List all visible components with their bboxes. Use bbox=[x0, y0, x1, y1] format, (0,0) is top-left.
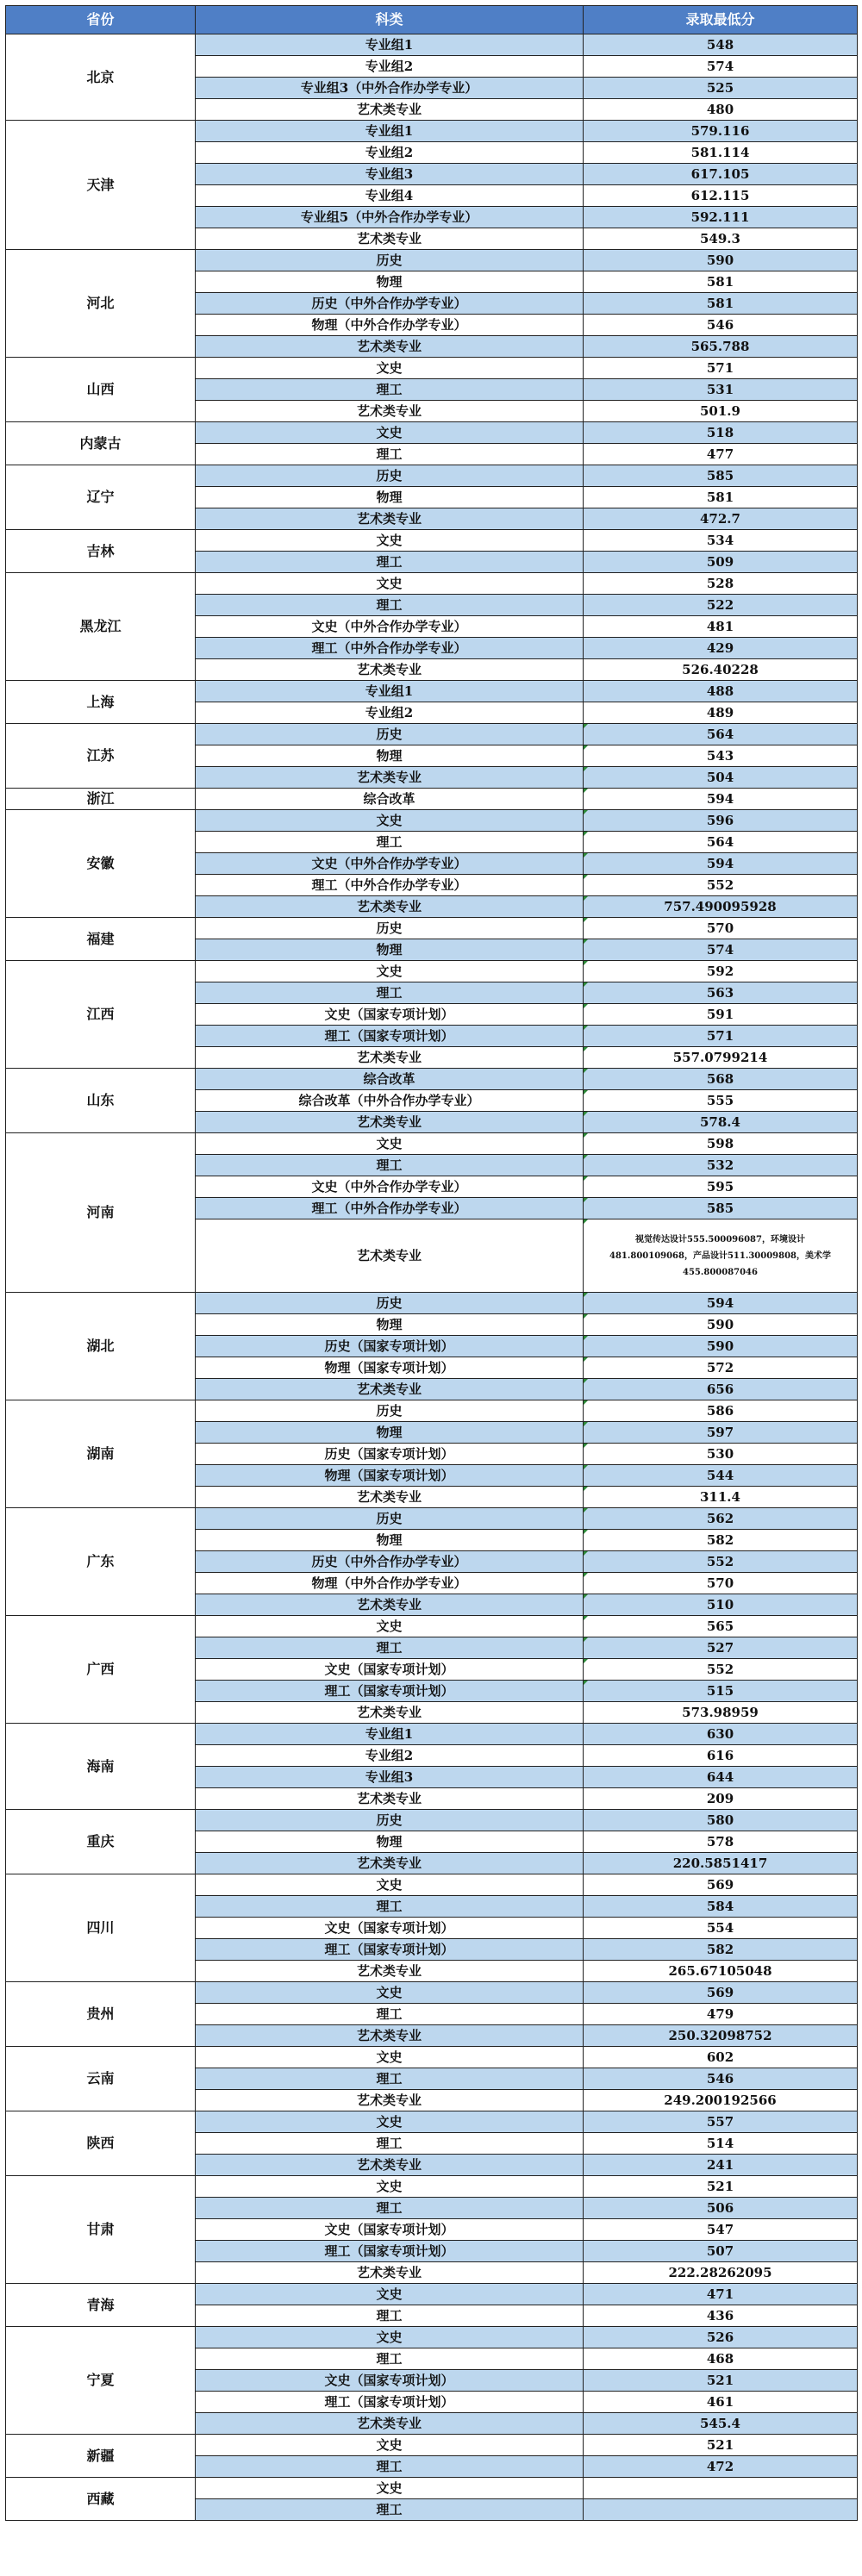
category-cell: 综合改革（中外合作办学专业） bbox=[196, 1090, 584, 1112]
table-row bbox=[6, 681, 858, 702]
table-row bbox=[6, 573, 858, 595]
category-cell: 艺术类专业 bbox=[196, 2262, 584, 2284]
category-cell: 理工 bbox=[196, 982, 584, 1004]
table-row bbox=[6, 1982, 858, 2004]
category-cell: 文史 bbox=[196, 2435, 584, 2456]
min-score-cell: 488 bbox=[584, 681, 858, 702]
table-row bbox=[6, 2478, 858, 2499]
category-cell: 艺术类专业 bbox=[196, 2155, 584, 2176]
province-cell: 海南 bbox=[6, 1724, 196, 1810]
province-cell: 上海 bbox=[6, 681, 196, 724]
category-cell: 历史（中外合作办学专业） bbox=[196, 293, 584, 315]
table-row bbox=[6, 961, 858, 982]
category-cell: 文史（国家专项计划） bbox=[196, 1004, 584, 1026]
category-cell: 专业组4 bbox=[196, 185, 584, 207]
min-score-cell: 757.490095928 bbox=[584, 896, 858, 918]
min-score-cell: 580 bbox=[584, 1810, 858, 1831]
min-score-cell: 532 bbox=[584, 1155, 858, 1176]
table-row bbox=[6, 1810, 858, 1831]
category-cell: 文史（中外合作办学专业） bbox=[196, 853, 584, 875]
category-cell: 艺术类专业 bbox=[196, 1853, 584, 1874]
category-header: 科类 bbox=[196, 6, 584, 34]
min-score-cell: 569 bbox=[584, 1982, 858, 2004]
province-cell: 西藏 bbox=[6, 2478, 196, 2521]
min-score-header: 录取最低分 bbox=[584, 6, 858, 34]
min-score-cell: 543 bbox=[584, 745, 858, 767]
province-cell: 新疆 bbox=[6, 2435, 196, 2478]
min-score-cell: 249.200192566 bbox=[584, 2090, 858, 2111]
category-cell: 艺术类专业 bbox=[196, 1047, 584, 1069]
min-score-cell: 570 bbox=[584, 918, 858, 939]
min-score-cell: 569 bbox=[584, 1874, 858, 1896]
min-score-cell: 596 bbox=[584, 810, 858, 832]
category-cell: 物理 bbox=[196, 1530, 584, 1551]
min-score-cell: 598 bbox=[584, 1133, 858, 1155]
min-score-cell: 594 bbox=[584, 853, 858, 875]
category-cell: 物理（中外合作办学专业） bbox=[196, 315, 584, 336]
min-score-cell: 504 bbox=[584, 767, 858, 789]
min-score-cell: 563 bbox=[584, 982, 858, 1004]
min-score-cell: 510 bbox=[584, 1594, 858, 1616]
min-score-cell: 311.4 bbox=[584, 1487, 858, 1508]
min-score-cell: 573.98959 bbox=[584, 1702, 858, 1724]
table-row bbox=[6, 724, 858, 745]
province-cell: 宁夏 bbox=[6, 2327, 196, 2435]
min-score-cell: 531 bbox=[584, 379, 858, 401]
province-cell: 吉林 bbox=[6, 530, 196, 573]
category-cell: 艺术类专业 bbox=[196, 2090, 584, 2111]
province-cell: 福建 bbox=[6, 918, 196, 961]
category-cell: 历史（国家专项计划） bbox=[196, 1444, 584, 1465]
category-cell: 历史 bbox=[196, 1400, 584, 1422]
category-cell: 文史 bbox=[196, 530, 584, 552]
min-score-cell: 526.40228 bbox=[584, 659, 858, 681]
min-score-cell: 590 bbox=[584, 1336, 858, 1357]
category-cell: 文史（国家专项计划） bbox=[196, 2219, 584, 2241]
category-cell: 物理 bbox=[196, 271, 584, 293]
min-score-cell: 572 bbox=[584, 1357, 858, 1379]
min-score-cell: 612.115 bbox=[584, 185, 858, 207]
province-cell: 广西 bbox=[6, 1616, 196, 1724]
table-row bbox=[6, 1508, 858, 1530]
category-cell: 理工 bbox=[196, 2348, 584, 2370]
category-cell: 文史 bbox=[196, 358, 584, 379]
category-cell: 艺术类专业 bbox=[196, 508, 584, 530]
category-cell: 专业组2 bbox=[196, 1745, 584, 1767]
category-cell: 艺术类专业 bbox=[196, 1702, 584, 1724]
min-score-cell: 视觉传达设计555.500096087，环境设计481.800109068，产品设计511.30009808，美术学455.800087046 bbox=[584, 1219, 858, 1293]
category-cell: 专业组1 bbox=[196, 34, 584, 56]
province-cell: 湖北 bbox=[6, 1293, 196, 1400]
province-cell: 浙江 bbox=[6, 789, 196, 810]
table-row bbox=[6, 1133, 858, 1155]
min-score-cell: 546 bbox=[584, 315, 858, 336]
min-score-cell: 571 bbox=[584, 358, 858, 379]
province-cell: 青海 bbox=[6, 2284, 196, 2327]
table-row bbox=[6, 422, 858, 444]
category-cell: 物理 bbox=[196, 487, 584, 508]
min-score-cell: 554 bbox=[584, 1918, 858, 1939]
category-cell: 历史 bbox=[196, 1810, 584, 1831]
category-cell: 历史 bbox=[196, 250, 584, 271]
category-cell: 专业组3（中外合作办学专业） bbox=[196, 78, 584, 99]
min-score-cell: 515 bbox=[584, 1681, 858, 1702]
category-cell: 历史 bbox=[196, 465, 584, 487]
category-cell: 理工（国家专项计划） bbox=[196, 1681, 584, 1702]
category-cell: 文史 bbox=[196, 573, 584, 595]
category-cell: 文史（中外合作办学专业） bbox=[196, 616, 584, 638]
table-row bbox=[6, 2435, 858, 2456]
category-cell: 理工（国家专项计划） bbox=[196, 2392, 584, 2413]
category-cell: 艺术类专业 bbox=[196, 2025, 584, 2047]
min-score-cell: 594 bbox=[584, 789, 858, 810]
category-cell: 理工 bbox=[196, 595, 584, 616]
min-score-cell: 472 bbox=[584, 2456, 858, 2478]
category-cell: 理工（中外合作办学专业） bbox=[196, 638, 584, 659]
min-score-cell: 489 bbox=[584, 702, 858, 724]
min-score-cell: 547 bbox=[584, 2219, 858, 2241]
min-score-cell: 220.5851417 bbox=[584, 1853, 858, 1874]
category-cell: 专业组1 bbox=[196, 1724, 584, 1745]
category-cell: 物理 bbox=[196, 745, 584, 767]
category-cell: 物理 bbox=[196, 1422, 584, 1444]
category-cell: 艺术类专业 bbox=[196, 1112, 584, 1133]
category-cell: 综合改革 bbox=[196, 789, 584, 810]
min-score-cell: 602 bbox=[584, 2047, 858, 2068]
min-score-cell: 527 bbox=[584, 1637, 858, 1659]
category-cell: 专业组2 bbox=[196, 142, 584, 164]
min-score-cell: 565 bbox=[584, 1616, 858, 1637]
category-cell: 文史（国家专项计划） bbox=[196, 1918, 584, 1939]
category-cell: 专业组3 bbox=[196, 164, 584, 185]
min-score-cell: 592.111 bbox=[584, 207, 858, 228]
province-cell: 内蒙古 bbox=[6, 422, 196, 465]
min-score-cell: 552 bbox=[584, 1551, 858, 1573]
min-score-cell: 471 bbox=[584, 2284, 858, 2305]
category-cell: 理工 bbox=[196, 2499, 584, 2521]
category-cell: 艺术类专业 bbox=[196, 659, 584, 681]
table-row bbox=[6, 789, 858, 810]
min-score-cell: 525 bbox=[584, 78, 858, 99]
table-row bbox=[6, 1724, 858, 1745]
province-cell: 河北 bbox=[6, 250, 196, 358]
category-cell: 物理 bbox=[196, 939, 584, 961]
category-cell: 文史 bbox=[196, 422, 584, 444]
min-score-cell: 581 bbox=[584, 293, 858, 315]
min-score-cell: 265.67105048 bbox=[584, 1961, 858, 1982]
min-score-cell: 584 bbox=[584, 1896, 858, 1918]
category-cell: 专业组2 bbox=[196, 702, 584, 724]
category-cell: 艺术类专业 bbox=[196, 1788, 584, 1810]
min-score-cell: 590 bbox=[584, 1314, 858, 1336]
category-cell: 理工（国家专项计划） bbox=[196, 2241, 584, 2262]
min-score-cell: 570 bbox=[584, 1573, 858, 1594]
table-row bbox=[6, 1616, 858, 1637]
min-score-cell: 565.788 bbox=[584, 336, 858, 358]
category-cell: 理工 bbox=[196, 1637, 584, 1659]
min-score-cell: 461 bbox=[584, 2392, 858, 2413]
category-cell: 物理（国家专项计划） bbox=[196, 1465, 584, 1487]
category-cell: 艺术类专业 bbox=[196, 336, 584, 358]
min-score-cell: 581 bbox=[584, 487, 858, 508]
category-cell: 物理（国家专项计划） bbox=[196, 1357, 584, 1379]
province-cell: 北京 bbox=[6, 34, 196, 121]
min-score-cell: 521 bbox=[584, 2435, 858, 2456]
admission-score-table bbox=[5, 5, 858, 2521]
table-row bbox=[6, 34, 858, 56]
min-score-cell: 544 bbox=[584, 1465, 858, 1487]
category-cell: 艺术类专业 bbox=[196, 99, 584, 121]
min-score-cell: 557 bbox=[584, 2111, 858, 2133]
category-cell: 物理（中外合作办学专业） bbox=[196, 1573, 584, 1594]
category-cell: 文史 bbox=[196, 1133, 584, 1155]
category-cell: 理工 bbox=[196, 2456, 584, 2478]
min-score-cell: 472.7 bbox=[584, 508, 858, 530]
min-score-cell: 507 bbox=[584, 2241, 858, 2262]
category-cell: 文史 bbox=[196, 961, 584, 982]
min-score-cell: 591 bbox=[584, 1004, 858, 1026]
category-cell: 历史 bbox=[196, 1508, 584, 1530]
province-cell: 黑龙江 bbox=[6, 573, 196, 681]
min-score-cell: 579.116 bbox=[584, 121, 858, 142]
min-score-cell: 521 bbox=[584, 2176, 858, 2198]
category-cell: 专业组1 bbox=[196, 121, 584, 142]
category-cell: 理工（中外合作办学专业） bbox=[196, 1198, 584, 1219]
min-score-cell: 429 bbox=[584, 638, 858, 659]
table-row bbox=[6, 2284, 858, 2305]
min-score-cell: 222.28262095 bbox=[584, 2262, 858, 2284]
min-score-cell: 546 bbox=[584, 2068, 858, 2090]
min-score-cell: 644 bbox=[584, 1767, 858, 1788]
min-score-cell: 549.3 bbox=[584, 228, 858, 250]
province-cell: 陕西 bbox=[6, 2111, 196, 2176]
min-score-cell: 564 bbox=[584, 832, 858, 853]
category-cell: 理工 bbox=[196, 832, 584, 853]
category-cell: 理工 bbox=[196, 2133, 584, 2155]
min-score-cell: 578.4 bbox=[584, 1112, 858, 1133]
min-score-cell: 514 bbox=[584, 2133, 858, 2155]
category-cell: 理工 bbox=[196, 552, 584, 573]
table-row bbox=[6, 1874, 858, 1896]
min-score-cell: 582 bbox=[584, 1530, 858, 1551]
category-cell: 文史（国家专项计划） bbox=[196, 2370, 584, 2392]
table-row bbox=[6, 918, 858, 939]
category-cell: 文史 bbox=[196, 1874, 584, 1896]
min-score-cell: 585 bbox=[584, 465, 858, 487]
min-score-cell: 586 bbox=[584, 1400, 858, 1422]
min-score-cell: 616 bbox=[584, 1745, 858, 1767]
min-score-cell: 479 bbox=[584, 2004, 858, 2025]
table-row bbox=[6, 1400, 858, 1422]
category-cell: 历史（国家专项计划） bbox=[196, 1336, 584, 1357]
table-row bbox=[6, 2176, 858, 2198]
min-score-cell: 250.32098752 bbox=[584, 2025, 858, 2047]
province-cell: 贵州 bbox=[6, 1982, 196, 2047]
category-cell: 理工 bbox=[196, 1155, 584, 1176]
province-cell: 甘肃 bbox=[6, 2176, 196, 2284]
category-cell: 艺术类专业 bbox=[196, 1961, 584, 1982]
category-cell: 艺术类专业 bbox=[196, 896, 584, 918]
min-score-cell: 521 bbox=[584, 2370, 858, 2392]
min-score-cell: 597 bbox=[584, 1422, 858, 1444]
category-cell: 艺术类专业 bbox=[196, 1379, 584, 1400]
min-score-cell: 574 bbox=[584, 939, 858, 961]
min-score-cell: 509 bbox=[584, 552, 858, 573]
min-score-cell: 526 bbox=[584, 2327, 858, 2348]
category-cell: 理工 bbox=[196, 2305, 584, 2327]
category-cell: 物理 bbox=[196, 1831, 584, 1853]
min-score-cell: 656 bbox=[584, 1379, 858, 1400]
min-score-cell: 501.9 bbox=[584, 401, 858, 422]
min-score-cell: 552 bbox=[584, 1659, 858, 1681]
province-cell: 河南 bbox=[6, 1133, 196, 1293]
category-cell: 历史（中外合作办学专业） bbox=[196, 1551, 584, 1573]
province-cell: 四川 bbox=[6, 1874, 196, 1982]
min-score-cell: 518 bbox=[584, 422, 858, 444]
province-cell: 云南 bbox=[6, 2047, 196, 2111]
table-row bbox=[6, 250, 858, 271]
table-row bbox=[6, 530, 858, 552]
category-cell: 专业组1 bbox=[196, 681, 584, 702]
category-cell: 综合改革 bbox=[196, 1069, 584, 1090]
table-body bbox=[6, 34, 858, 2521]
category-cell: 文史 bbox=[196, 2327, 584, 2348]
min-score-cell: 477 bbox=[584, 444, 858, 465]
min-score-cell: 506 bbox=[584, 2198, 858, 2219]
province-cell: 辽宁 bbox=[6, 465, 196, 530]
min-score-cell: 557.0799214 bbox=[584, 1047, 858, 1069]
table-row bbox=[6, 358, 858, 379]
table-row bbox=[6, 2327, 858, 2348]
category-cell: 专业组3 bbox=[196, 1767, 584, 1788]
min-score-cell: 582 bbox=[584, 1939, 858, 1961]
category-cell: 艺术类专业 bbox=[196, 1487, 584, 1508]
province-cell: 重庆 bbox=[6, 1810, 196, 1874]
min-score-cell: 555 bbox=[584, 1090, 858, 1112]
category-cell: 物理 bbox=[196, 1314, 584, 1336]
min-score-cell bbox=[584, 2499, 858, 2521]
category-cell: 理工 bbox=[196, 2068, 584, 2090]
min-score-cell: 595 bbox=[584, 1176, 858, 1198]
category-cell: 历史 bbox=[196, 724, 584, 745]
min-score-cell: 436 bbox=[584, 2305, 858, 2327]
table-row bbox=[6, 121, 858, 142]
min-score-cell: 592 bbox=[584, 961, 858, 982]
category-cell: 历史 bbox=[196, 918, 584, 939]
category-cell: 文史 bbox=[196, 1616, 584, 1637]
table-row bbox=[6, 465, 858, 487]
min-score-cell: 571 bbox=[584, 1026, 858, 1047]
category-cell: 文史 bbox=[196, 1982, 584, 2004]
category-cell: 文史（中外合作办学专业） bbox=[196, 1176, 584, 1198]
province-cell: 山东 bbox=[6, 1069, 196, 1133]
table-row bbox=[6, 1069, 858, 1090]
category-cell: 文史 bbox=[196, 2176, 584, 2198]
min-score-cell: 585 bbox=[584, 1198, 858, 1219]
province-cell: 天津 bbox=[6, 121, 196, 250]
min-score-cell: 578 bbox=[584, 1831, 858, 1853]
min-score-cell bbox=[584, 2478, 858, 2499]
category-cell: 艺术类专业 bbox=[196, 1594, 584, 1616]
table-row bbox=[6, 1293, 858, 1314]
category-cell: 专业组2 bbox=[196, 56, 584, 78]
category-cell: 文史 bbox=[196, 2111, 584, 2133]
min-score-cell: 480 bbox=[584, 99, 858, 121]
category-cell: 专业组5（中外合作办学专业） bbox=[196, 207, 584, 228]
min-score-cell: 581.114 bbox=[584, 142, 858, 164]
min-score-cell: 552 bbox=[584, 875, 858, 896]
min-score-cell: 534 bbox=[584, 530, 858, 552]
category-cell: 艺术类专业 bbox=[196, 2413, 584, 2435]
min-score-cell: 528 bbox=[584, 573, 858, 595]
header-row bbox=[6, 6, 858, 34]
category-cell: 理工 bbox=[196, 444, 584, 465]
table-row bbox=[6, 810, 858, 832]
province-header: 省份 bbox=[6, 6, 196, 34]
min-score-cell: 209 bbox=[584, 1788, 858, 1810]
category-cell: 理工（国家专项计划） bbox=[196, 1026, 584, 1047]
category-cell: 理工 bbox=[196, 2004, 584, 2025]
category-cell: 文史（国家专项计划） bbox=[196, 1659, 584, 1681]
category-cell: 文史 bbox=[196, 2047, 584, 2068]
category-cell: 艺术类专业 bbox=[196, 1219, 584, 1293]
category-cell: 艺术类专业 bbox=[196, 767, 584, 789]
province-cell: 广东 bbox=[6, 1508, 196, 1616]
table-row bbox=[6, 2047, 858, 2068]
min-score-cell: 568 bbox=[584, 1069, 858, 1090]
min-score-cell: 590 bbox=[584, 250, 858, 271]
category-cell: 历史 bbox=[196, 1293, 584, 1314]
province-cell: 湖南 bbox=[6, 1400, 196, 1508]
province-cell: 江苏 bbox=[6, 724, 196, 789]
category-cell: 理工 bbox=[196, 2198, 584, 2219]
min-score-cell: 481 bbox=[584, 616, 858, 638]
min-score-cell: 617.105 bbox=[584, 164, 858, 185]
min-score-cell: 574 bbox=[584, 56, 858, 78]
category-cell: 理工 bbox=[196, 1896, 584, 1918]
min-score-cell: 241 bbox=[584, 2155, 858, 2176]
category-cell: 理工 bbox=[196, 379, 584, 401]
min-score-cell: 522 bbox=[584, 595, 858, 616]
province-cell: 安徽 bbox=[6, 810, 196, 918]
min-score-cell: 548 bbox=[584, 34, 858, 56]
province-cell: 江西 bbox=[6, 961, 196, 1069]
min-score-cell: 594 bbox=[584, 1293, 858, 1314]
category-cell: 文史 bbox=[196, 810, 584, 832]
min-score-cell: 562 bbox=[584, 1508, 858, 1530]
category-cell: 文史 bbox=[196, 2284, 584, 2305]
category-cell: 理工（中外合作办学专业） bbox=[196, 875, 584, 896]
province-cell: 山西 bbox=[6, 358, 196, 422]
min-score-cell: 545.4 bbox=[584, 2413, 858, 2435]
category-cell: 艺术类专业 bbox=[196, 228, 584, 250]
min-score-cell: 468 bbox=[584, 2348, 858, 2370]
category-cell: 理工（国家专项计划） bbox=[196, 1939, 584, 1961]
min-score-cell: 581 bbox=[584, 271, 858, 293]
min-score-cell: 530 bbox=[584, 1444, 858, 1465]
min-score-cell: 630 bbox=[584, 1724, 858, 1745]
min-score-cell: 564 bbox=[584, 724, 858, 745]
category-cell: 文史 bbox=[196, 2478, 584, 2499]
category-cell: 艺术类专业 bbox=[196, 401, 584, 422]
table-row bbox=[6, 2111, 858, 2133]
